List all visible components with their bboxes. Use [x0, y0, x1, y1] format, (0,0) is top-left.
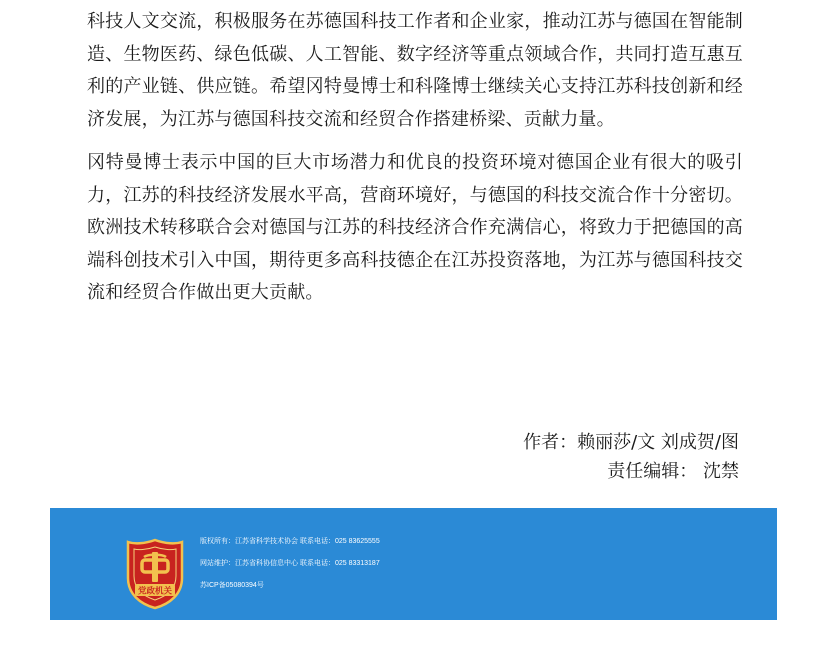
article-paragraph: 冈特曼博士表示中国的巨大市场潜力和优良的投资环境对德国企业有很大的吸引力，江苏的科技经济发展水平高，营商环境好，与德国的科技交流合作十分密切。欧洲技术转移联合会对德国与江苏的科技经济合作充满信心，将致力于把德国的高端科创技术引入中国，期待更多高科技德企在江苏投资落地，为江苏与德国科技交流和经贸合作做出更大贡献。: [87, 152, 743, 303]
article-credits: [523, 428, 739, 486]
footer-info: [200, 536, 380, 591]
responsible-editor: 责任编辑： 沈禁: [607, 461, 739, 482]
article-paragraph: 科技人文交流，积极服务在苏德国科技工作者和企业家，推动江苏与德国在智能制造、生物医药、绿色低碳、人工智能、数字经济等重点领域合作，共同打造互惠互利的产业链、供应链。希望冈特曼博士和科隆博士继续关心支持江苏科技创新和经济发展，为江苏与德国科技交流和经贸合作搭建桥梁、贡献力量。: [87, 11, 743, 130]
copyright-text: 版权所有：江苏省科学技术协会 联系电话：025 83625555: [200, 538, 380, 545]
party-government-emblem-icon[interactable]: [126, 538, 184, 610]
icp-license-link[interactable]: 苏ICP备05080394号: [200, 582, 264, 589]
maintainer-text: 网站维护：江苏省科协信息中心 联系电话：025 83313187: [200, 560, 380, 567]
emblem-label: 党政机关: [137, 586, 173, 597]
site-footer: [50, 508, 777, 620]
author-byline: 作者：赖丽莎/文 刘成贺/图: [523, 432, 739, 453]
article-body: [87, 6, 743, 310]
